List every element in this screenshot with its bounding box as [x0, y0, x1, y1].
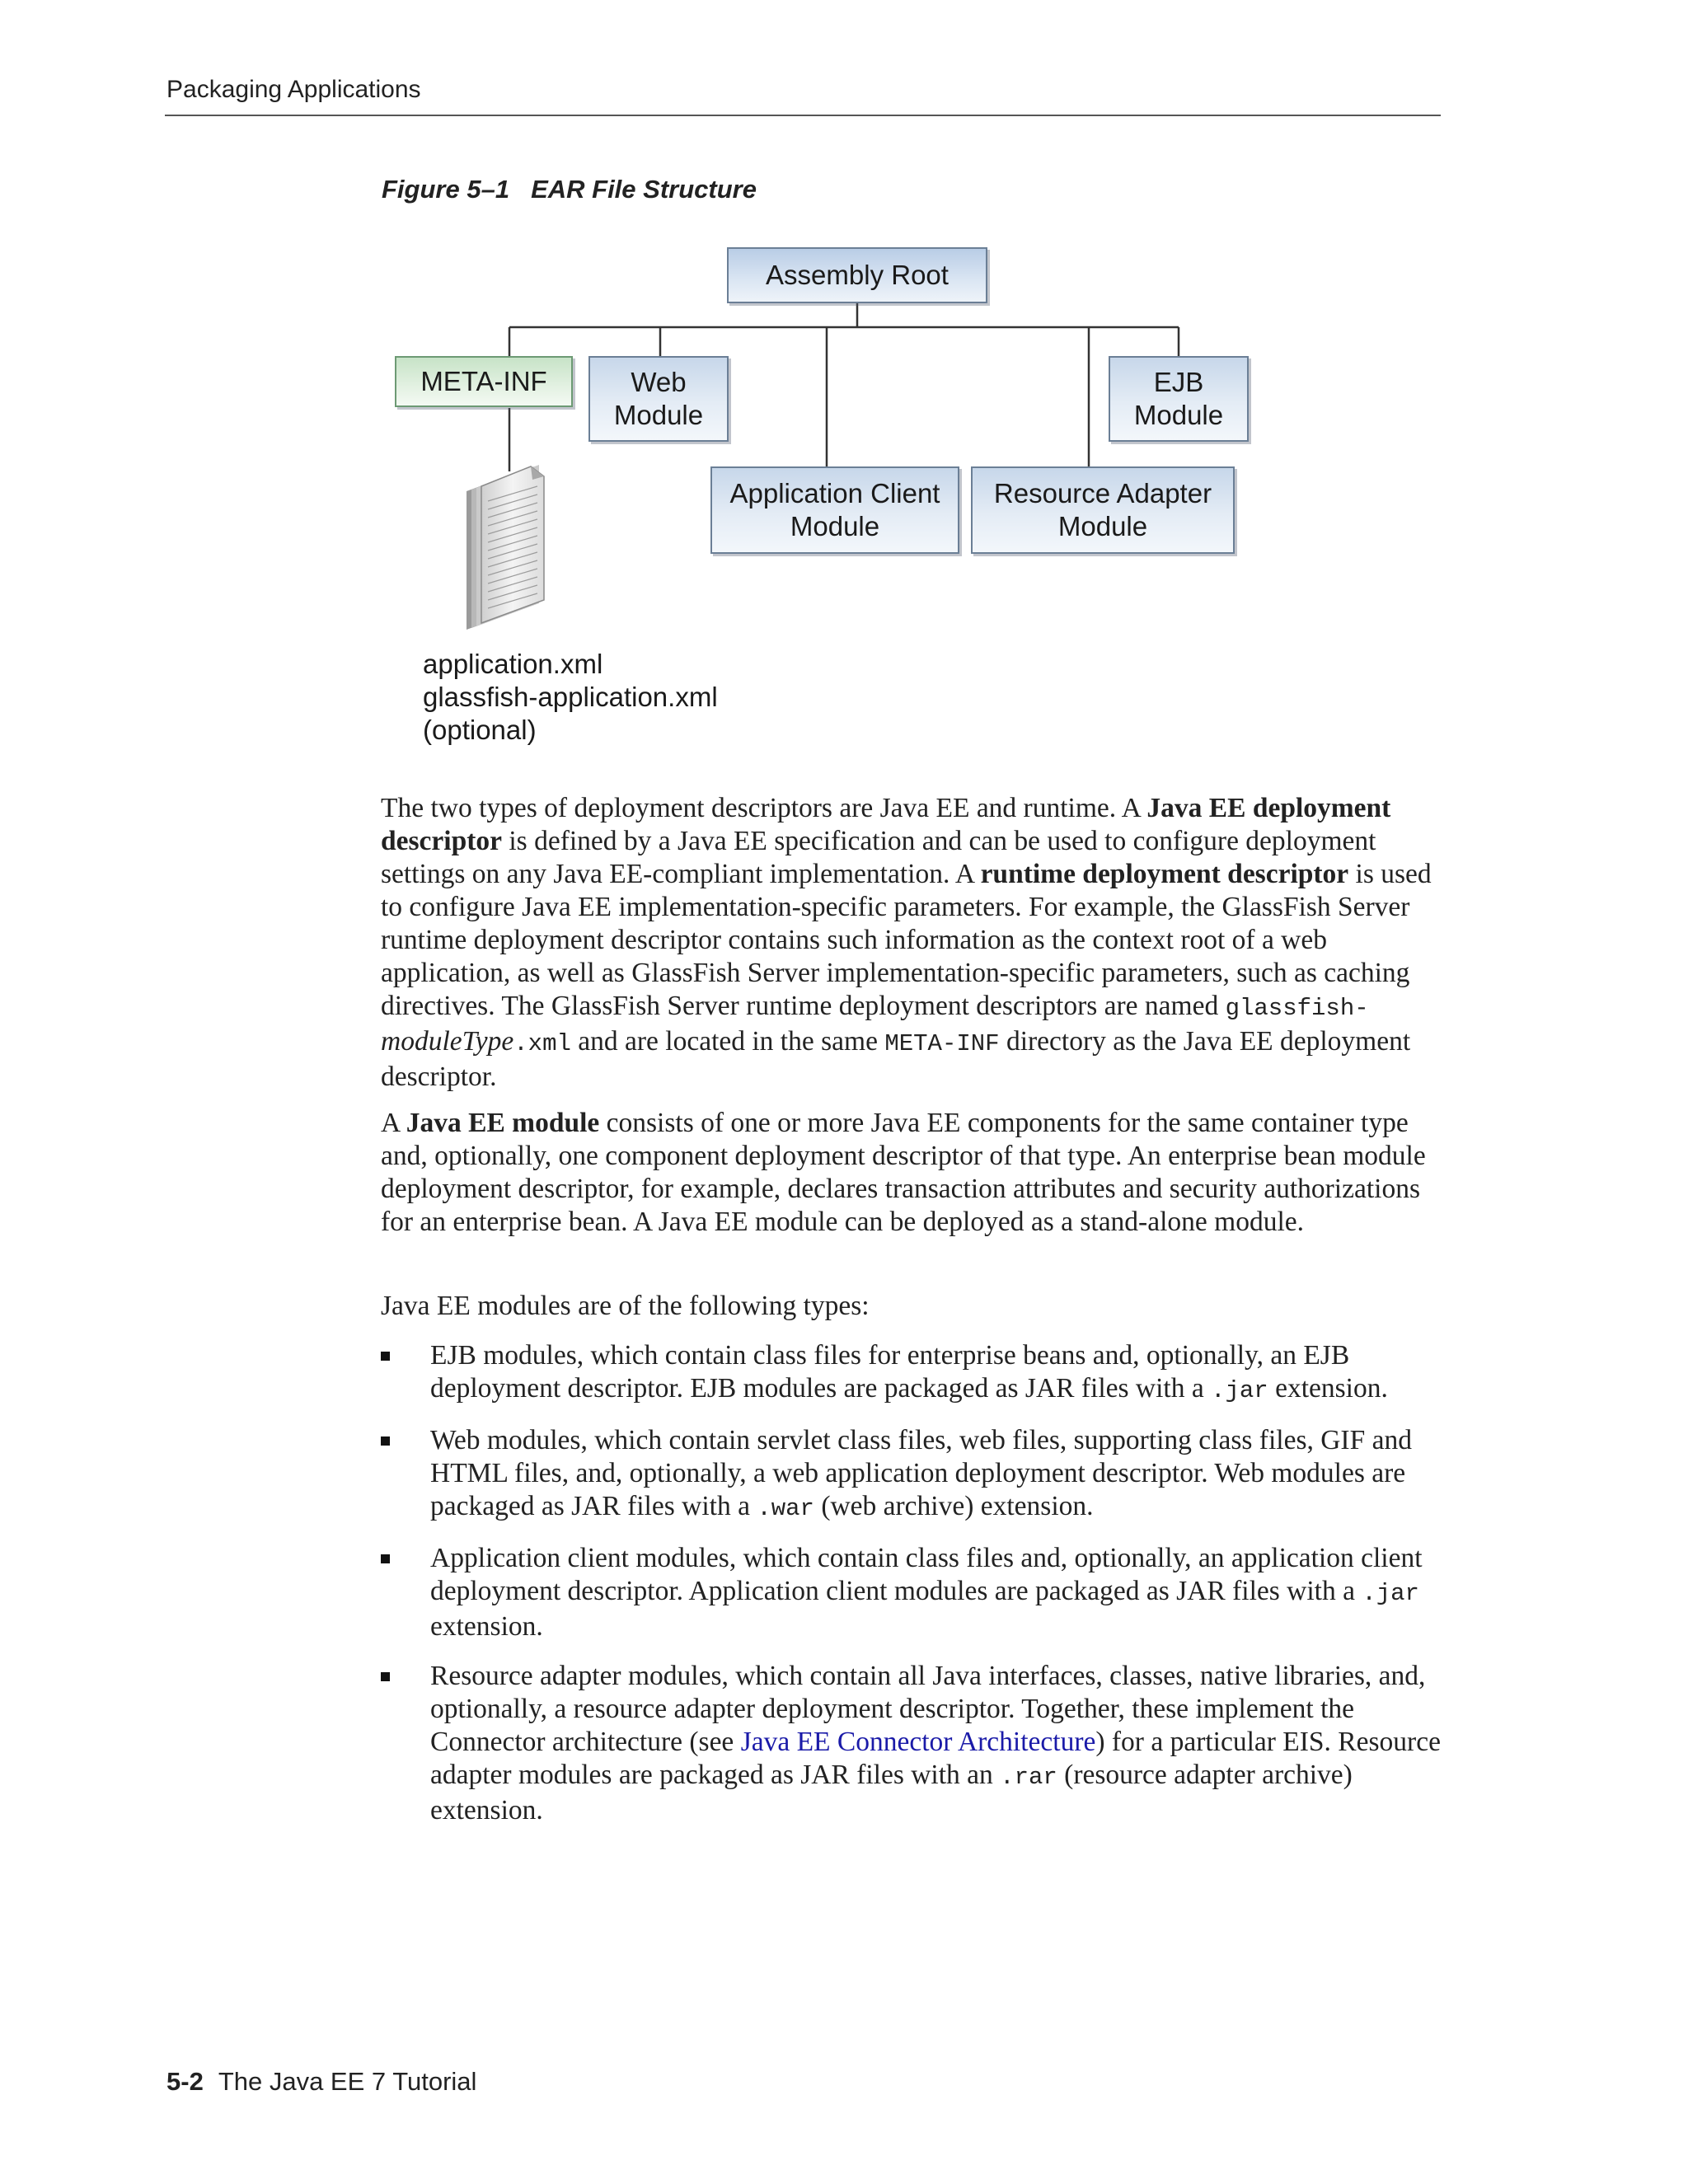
- figure-title: EAR File Structure: [531, 175, 757, 204]
- connector-architecture-link[interactable]: Java EE Connector Architecture: [740, 1727, 1096, 1757]
- page-number: 5-2: [166, 2067, 204, 2096]
- list-item: Resource adapter modules, which contain all Java interfaces, classes, native libraries, and, optionally, a resource adapter deployment descriptor. Together, these implement the Connector architecture (see Java EE Connector Architecture) for a particular EIS. Resource adapter modules are packaged as JAR files with an .rar (resource adapter archive) extension.: [381, 1660, 1444, 1827]
- list-item: Application client modules, which contain class files and, optionally, an application client deployment descriptor. Application client modules are packaged as JAR files with a .jar extension.: [381, 1542, 1444, 1643]
- ejb-module-node: [1109, 356, 1249, 442]
- assembly-root-label: Assembly Root: [766, 260, 949, 290]
- page-footer: [166, 2067, 476, 2097]
- document-stack-icon: [462, 462, 560, 635]
- web-module-label: Web Module: [613, 367, 704, 430]
- paragraph-java-ee-module: A Java EE module consists of one or more Java EE components for the same container type and, optionally, one component deployment descriptor of that type. An enterprise bean module deployment descriptor, for example, declares transaction attributes and security authorizations for an enterprise bean. A Java EE module can be deployed as a stand-alone module.: [381, 1108, 1426, 1237]
- diagram-connectors: [0, 0, 1688, 824]
- figure-number: Figure 5–1: [382, 175, 510, 204]
- bullet-icon: [381, 1672, 390, 1681]
- book-title: The Java EE 7 Tutorial: [218, 2067, 477, 2096]
- term-java-ee-deployment-descriptor: Java EE deployment descriptor: [381, 793, 1391, 856]
- descriptor-file-list: [423, 648, 718, 747]
- bullet-icon: [381, 1554, 390, 1563]
- paragraph-deployment-descriptors: The two types of deployment descriptors are Java EE and runtime. A Java EE deployment descriptor is defined by a Java EE specification and can be used to configure deployment settings on any Java EE-compliant implementation. A runtime deployment descriptor is used to configure Java EE implementation-specific parameters. For example, the GlassFish Server runtime deployment descriptor contains such information as the context root of a web application, as well as GlassFish Server implementation-specific parameters, such as caching directives. The GlassFish Server runtime deployment descriptors are named glassfish-moduleType.xml and are located in the same META-INF directory as the Java EE deployment descriptor.: [381, 793, 1432, 1092]
- bullet-icon: [381, 1436, 390, 1446]
- file-label: (optional): [423, 715, 537, 745]
- resource-adapter-module-label: Resource Adapter Module: [993, 478, 1212, 541]
- code-meta-inf: META-INF: [884, 1030, 1000, 1057]
- web-module-node: [588, 356, 729, 442]
- assembly-root-node: [727, 247, 987, 303]
- term-runtime-deployment-descriptor: runtime deployment descriptor: [980, 859, 1349, 889]
- bullet-icon: [381, 1352, 390, 1361]
- resource-adapter-module-node: [971, 466, 1235, 554]
- list-item: Web modules, which contain servlet class files, web files, supporting class files, GIF and HTML files, and, optionally, a web application deployment descriptor. Web modules are packaged as JAR files with a .war (web archive) extension.: [381, 1424, 1444, 1526]
- code-glassfish-moduletype: glassfish-moduleType.xml: [381, 995, 1369, 1057]
- application-client-module-node: [710, 466, 959, 554]
- application-client-module-label: Application Client Module: [729, 478, 940, 541]
- meta-inf-label: META-INF: [420, 366, 547, 396]
- file-label: application.xml: [423, 649, 603, 679]
- ejb-module-label: EJB Module: [1133, 367, 1224, 430]
- module-types-list: [381, 1339, 1444, 1827]
- file-label: glassfish-application.xml: [423, 682, 718, 712]
- paragraph-module-types-intro: Java EE modules are of the following types:: [381, 1291, 870, 1321]
- term-java-ee-module: Java EE module: [406, 1108, 600, 1138]
- running-header: Packaging Applications: [166, 76, 421, 103]
- meta-inf-node: [395, 356, 573, 407]
- list-item: EJB modules, which contain class files for enterprise beans and, optionally, an EJB deployment descriptor. EJB modules are packaged as JAR files with a .jar extension.: [381, 1339, 1444, 1408]
